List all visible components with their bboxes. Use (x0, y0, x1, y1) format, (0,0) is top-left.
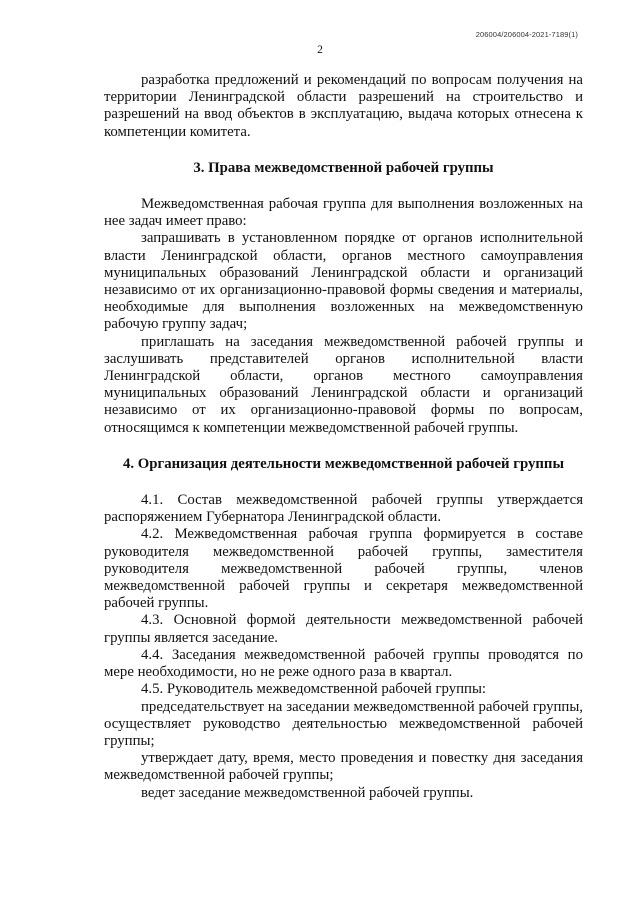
section-4-paragraph: председательствует на заседании межведомственной рабочей группы, осуществляет руководство деятельностью межведомственной рабочей группы; (104, 698, 583, 749)
section-4-paragraph: 4.5. Руководитель межведомственной рабочей группы: (141, 681, 487, 698)
section-4-paragraph: ведет заседание межведомственной рабочей группы. (141, 784, 474, 801)
section-4-paragraph: 4.4. Заседания межведомственной рабочей группы проводятся по мере необходимости, но не реже одного раза в квартал. (104, 646, 583, 681)
section-3-paragraph: запрашивать в установленном порядке от органов исполнительной власти Ленинградской области, органов местного самоуправления муниципальных образований Ленинградской области и организаций независимо от их организационно-правовой формы сведения и материалы, необходимые для выполнения возложенных на межведомственную рабочую группу задач; (104, 230, 583, 333)
section-4-paragraph: 4.2. Межведомственная рабочая группа формируется в составе руководителя межведомственной рабочей группы, заместителя руководителя межведомственной рабочей группы, членов межведомственной рабочей группы и секретаря межведомственной рабочей группы. (104, 526, 583, 612)
section-4-paragraph: 4.1. Состав межведомственной рабочей группы утверждается распоряжением Губернатора Ленинградской области. (104, 492, 583, 526)
section-3-heading: 3. Права межведомственной рабочей группы (193, 159, 494, 176)
section-4-paragraph: 4.3. Основной формой деятельности межведомственной рабочей группы является заседание. (104, 612, 583, 646)
document-body (104, 72, 583, 802)
section-4-heading: 4. Организация деятельности межведомственной рабочей группы (122, 455, 565, 472)
intro-paragraph: разработка предложений и рекомендаций по вопросам получения на территории Ленинградской области разрешений на строительство и разрешений на ввод объектов в эксплуатацию, выдача которых отнесена к компетенции комитета. (104, 72, 583, 140)
section-4-paragraph: утверждает дату, время, место проведения и повестку дня заседания межведомственной рабочей группы; (104, 750, 583, 784)
section-3-paragraph: Межведомственная рабочая группа для выполнения возложенных на нее задач имеет право: (104, 196, 583, 230)
page-number: 2 (317, 44, 323, 56)
section-3-paragraph: приглашать на заседания межведомственной рабочей группы и заслушивать представителей органов исполнительной власти Ленинградской области, органов местного самоуправления муниципальных образований Ленинградской области и организаций независимо от их организационно-правовой формы по вопросам, относящимся к компетенции межведомственной рабочей группы. (104, 333, 583, 436)
section-4-body (104, 492, 583, 802)
document-id: 206004/206004-2021-7189(1) (475, 30, 578, 39)
section-3-body (104, 196, 583, 437)
